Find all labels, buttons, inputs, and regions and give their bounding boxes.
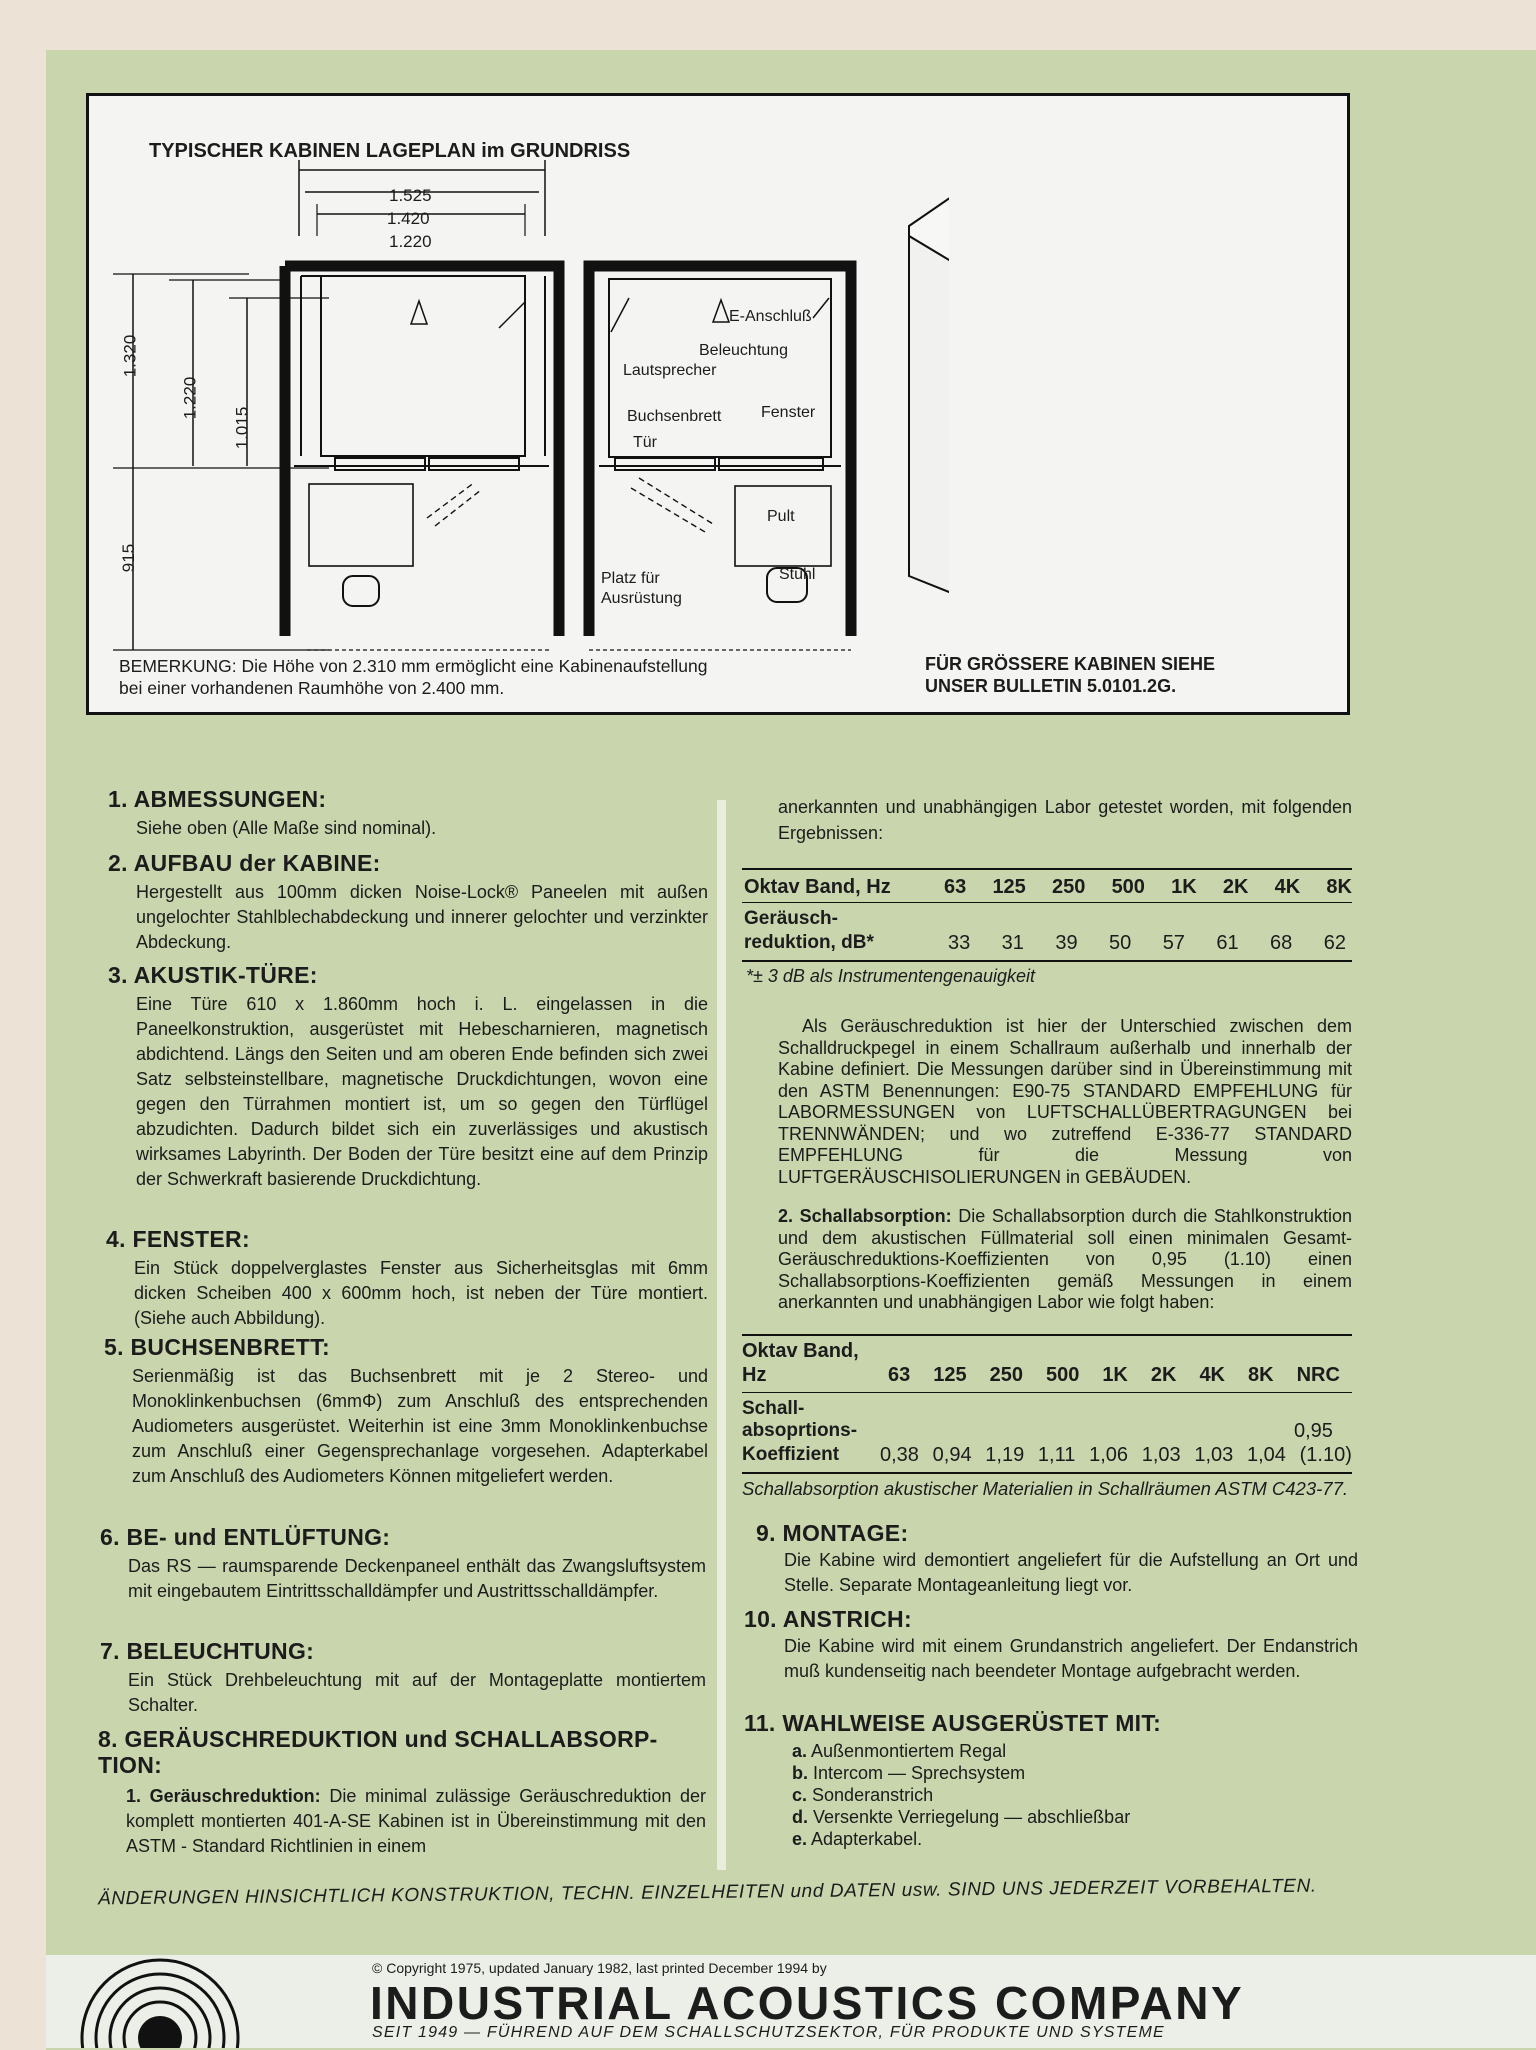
right-intro: anerkannten und unabhängigen Labor getestet worden, mit folgenden Ergebnissen:	[778, 797, 1352, 843]
table2-row-label-2: absoprtions-	[742, 1420, 858, 1441]
list-item: e. Adapterkabel.	[792, 1829, 923, 1849]
label-buchsenbrett: Buchsenbrett	[627, 408, 722, 425]
band: 1K	[1102, 1364, 1128, 1386]
band: 500	[1045, 1364, 1080, 1386]
label-lautsprecher: Lautsprecher	[623, 362, 717, 379]
label-tuer: Tür	[633, 434, 657, 451]
section-body: Die minimal zulässige Geräuschreduktion der komplett montierten 401-A-SE Kabinen ist in Übereinstimmung mit den ASTM - Standard Richtlinien in einem	[126, 1786, 706, 1856]
value: 1,03	[1194, 1444, 1234, 1466]
dim-height-915: 915	[119, 543, 139, 573]
section-title: ABMESSUNGEN:	[133, 786, 327, 812]
section-title: MONTAGE:	[782, 1520, 909, 1546]
para2-lead: 2. Schallabsorption:	[778, 1206, 952, 1226]
value: 33	[948, 932, 971, 954]
band: 4K	[1199, 1364, 1226, 1386]
remark-line2: bei einer vorhandenen Raumhöhe von 2.400 mm.	[119, 678, 505, 698]
section-title: BUCHSENBRETT:	[130, 1334, 330, 1360]
section-num: 8.	[98, 1726, 118, 1752]
value: 62	[1323, 932, 1346, 954]
table2-row-label-3: Koeffizient	[742, 1444, 840, 1465]
section-body: Ein Stück Drehbeleuchtung mit auf der Montageplatte montiertem Schalter.	[128, 1670, 706, 1715]
section-title: BELEUCHTUNG:	[126, 1638, 315, 1664]
section-body: Die Kabine wird demontiert angeliefert für die Aufstellung an Ort und Stelle. Separate Montageanleitung liegt vor.	[784, 1550, 1358, 1595]
section-title: GERÄUSCHREDUKTION und SCHALLABSORP-TION:	[98, 1726, 658, 1778]
section-body-lead: 1. Geräuschreduktion:	[126, 1786, 321, 1806]
value: 1,04	[1247, 1444, 1286, 1466]
dim-height-1220: 1.220	[180, 376, 200, 420]
label-platz-line1: Platz für	[601, 570, 660, 587]
band: 4K	[1274, 876, 1301, 898]
table1-rule-bottom	[742, 960, 1352, 962]
table2-header-label-2: Hz	[742, 1364, 767, 1386]
list-item: a. Außenmontiertem Regal	[792, 1741, 1007, 1761]
list-item: b. Intercom — Sprechsystem	[792, 1763, 1026, 1783]
label-beleuchtung: Beleuchtung	[699, 342, 788, 359]
value: 0,94	[932, 1444, 972, 1466]
table2-row-label-1: Schall-	[742, 1398, 805, 1419]
band: 8K	[1248, 1364, 1274, 1386]
band: NRC	[1296, 1364, 1340, 1386]
section-num: 3.	[108, 962, 128, 988]
bulletin-line2: UNSER BULLETIN 5.0101.2G.	[925, 676, 1177, 696]
band: 63	[944, 876, 967, 898]
list-item: c. Sonderanstrich	[792, 1785, 934, 1805]
section-num: 6.	[100, 1524, 120, 1550]
band: 500	[1111, 876, 1145, 898]
value: 1,03	[1141, 1444, 1181, 1466]
section-title: ANSTRICH:	[782, 1606, 912, 1632]
section-body: Siehe oben (Alle Maße sind nominal).	[136, 818, 437, 838]
table1-rule-mid	[742, 902, 1352, 903]
table1-header-label: Oktav Band, Hz	[744, 876, 891, 898]
list-item: d. Versenkte Verriegelung — abschließbar	[792, 1807, 1131, 1827]
band: 63	[888, 1364, 911, 1386]
table2-footnote: Schallabsorption akustischer Materialien in Schallräumen ASTM C423-77.	[742, 1478, 1348, 1499]
band: 125	[933, 1364, 967, 1386]
table1-row-label-2: reduktion, dB*	[744, 932, 874, 953]
table2-rule-bottom	[742, 1472, 1352, 1474]
value: 1,06	[1089, 1444, 1129, 1466]
label-stuhl: Stuhl	[779, 566, 816, 583]
section-num: 9.	[756, 1520, 776, 1546]
dim-width-1420: 1.420	[387, 209, 430, 228]
table2-header-label-1: Oktav Band,	[742, 1340, 859, 1362]
section-body: Hergestellt aus 100mm dicken Noise-Lock® Paneelen mit außen ungelochter Stahlblechabdeckung und innerer gelochter und verzinkter Abdeckung.	[136, 882, 708, 952]
table2-bands	[888, 1364, 1340, 1387]
section-num: 4.	[106, 1226, 126, 1252]
section-num: 10.	[744, 1606, 777, 1632]
nrc-value: (1.10)	[1299, 1444, 1352, 1466]
right-para1: Als Geräuschreduktion ist hier der Unterschied zwischen dem Schalldruckpegel in einem Schallraum außerhalb und innerhalb der Kabine definiert. Die Messungen darüber sind in Übereinstimmung mit den ASTM Benennungen: E90-75 STANDARD EMPFEHLUNG für LABORMESSUNGEN von LUFTSCHALLÜBERTRAGUNGEN bei TRENNWÄNDEN; und wo zutreffend E-336-77 STANDARD EMPFEHLUNG für die Messung von LUFTGERÄUSCHISOLIERUNGEN in GEBÄUDEN.	[778, 1016, 1352, 1187]
section-num: 11.	[744, 1710, 776, 1736]
section-body: Serienmäßig ist das Buchsenbrett mit je 2 Stereo- und Monoklinkenbuchsen (6mmΦ) zum Anschluß des entsprechenden Audiometers ausgerüstet. Weiterhin ist eine 3mm Monoklinkenbuchse zum Anschluß einer Gegensprechanlage vorgesehen. Adapterkabel zum Anschluß des Audiometers Können mitgeliefert werden.	[132, 1366, 708, 1486]
dim-width-1220: 1.220	[389, 232, 432, 251]
table1-bands	[944, 876, 1352, 899]
company-logo	[70, 1958, 250, 2048]
section-num: 1.	[108, 786, 128, 812]
band: 1K	[1171, 876, 1197, 898]
label-fenster: Fenster	[761, 404, 816, 421]
table1-rule-top	[742, 868, 1352, 870]
section-title: BE- und ENTLÜFTUNG:	[126, 1524, 391, 1550]
column-divider	[717, 800, 726, 1870]
band: 250	[1052, 876, 1086, 898]
table2-rule-top	[742, 1334, 1352, 1336]
remark-line1: BEMERKUNG: Die Höhe von 2.310 mm ermöglicht eine Kabinenaufstellung	[119, 656, 708, 676]
section-body: Eine Türe 610 x 1.860mm hoch i. L. eingelassen in die Paneelkonstruktion, ausgerüstet mit Hebescharnieren, magnetisch abdichtend. Längs den Seiten und am oberen Ende befinden sich zwei Satz selbsteinstellbare, magnetische Druckdichtungen, wovon eine gegen den Türrahmen montiert ist, um so gegen den Türflügel abzudichten. Dadurch bildet sich ein zuverlässiges und akustisch wirksames Labyrinth. Der Boden der Türe besitzt eine auf dem Prinzip der Schwerkraft basierende Druckdichtung.	[136, 994, 708, 1189]
dim-height-1015: 1.015	[232, 406, 252, 450]
copyright-line: © Copyright 1975, updated January 1982, last printed December 1994 by	[372, 1960, 827, 1976]
table1-footnote: *± 3 dB als Instrumentengenauigkeit	[746, 966, 1036, 986]
section-title: FENSTER:	[132, 1226, 250, 1252]
options-list	[792, 1740, 1130, 1850]
section-num: 5.	[104, 1334, 124, 1360]
band: 250	[989, 1364, 1023, 1386]
band: 8K	[1326, 876, 1352, 898]
label-e-anschluss: E-Anschluß	[729, 308, 812, 325]
section-body: Das RS — raumsparende Deckenpaneel enthält das Zwangsluftsystem mit eingebautem Eintrittsschalldämpfer und Austrittsschalldämpfer.	[128, 1556, 706, 1601]
diagram-panel	[86, 93, 1350, 715]
section-title: AUFBAU der KABINE:	[133, 850, 381, 876]
dim-width-1525: 1.525	[389, 186, 432, 205]
bulletin-line1: FÜR GRÖSSERE KABINEN SIEHE	[925, 654, 1216, 674]
disclaimer: ÄNDERUNGEN HINSICHTLICH KONSTRUKTION, TECHN. EINZELHEITEN und DATEN usw. SIND UNS JEDERZEIT VORBEHALTEN.	[97, 1875, 1317, 1910]
right-para2: Die Schallabsorption durch die Stahlkonstruktion und dem akustischen Füllmaterial soll einen minimalen Gesamt-Geräuschreduktions-Koeffizienten von 0,95 (1.10) einen Schallabsorptions-Koeffizienten gemäß Messungen in einem anerkannten und unabhängigen Labor wie folgt haben:	[778, 1206, 1352, 1312]
diagram-title: TYPISCHER KABINEN LAGEPLAN im GRUNDRISS	[149, 140, 631, 162]
table1-values	[948, 932, 1346, 955]
label-platz-line2: Ausrüstung	[601, 590, 682, 607]
value: 1,11	[1037, 1444, 1076, 1466]
table1-row-label-1: Geräusch-	[744, 908, 838, 929]
value: 57	[1162, 932, 1185, 954]
table2-nrc-1: 0,95	[1294, 1420, 1333, 1442]
value: 1,19	[985, 1444, 1025, 1466]
value: 61	[1216, 932, 1239, 954]
floor-plan-drawing	[89, 96, 949, 656]
company-name: INDUSTRIAL ACOUSTICS COMPANY	[370, 1977, 1245, 2029]
section-body: Die Kabine wird mit einem Grundanstrich angeliefert. Der Endanstrich muß kundenseitig nach beendeter Montage aufgebracht werden.	[784, 1636, 1358, 1681]
value: 39	[1055, 932, 1078, 954]
section-num: 7.	[100, 1638, 120, 1664]
value: 50	[1109, 932, 1132, 954]
band: 125	[992, 876, 1026, 898]
table2-values	[880, 1444, 1352, 1467]
dim-height-1320: 1.320	[120, 334, 140, 378]
section-num: 2.	[108, 850, 128, 876]
value: 31	[1001, 932, 1024, 954]
label-pult: Pult	[767, 508, 795, 525]
table2-rule-mid	[742, 1392, 1352, 1393]
company-tagline: SEIT 1949 — FÜHREND AUF DEM SCHALLSCHUTZSEKTOR, FÜR PRODUKTE UND SYSTEME	[372, 2024, 1165, 2041]
section-body: Ein Stück doppelverglastes Fenster aus Sicherheitsglas mit 6mm dicken Scheiben 400 x 600mm hoch, ist neben der Türe montiert. (Siehe auch Abbildung).	[134, 1258, 708, 1328]
band: 2K	[1150, 1364, 1177, 1386]
section-title: AKUSTIK-TÜRE:	[133, 962, 318, 988]
value: 68	[1270, 932, 1293, 954]
section-title: WAHLWEISE AUSGERÜSTET MIT:	[782, 1710, 1162, 1736]
band: 2K	[1222, 876, 1249, 898]
value: 0,38	[880, 1444, 919, 1466]
